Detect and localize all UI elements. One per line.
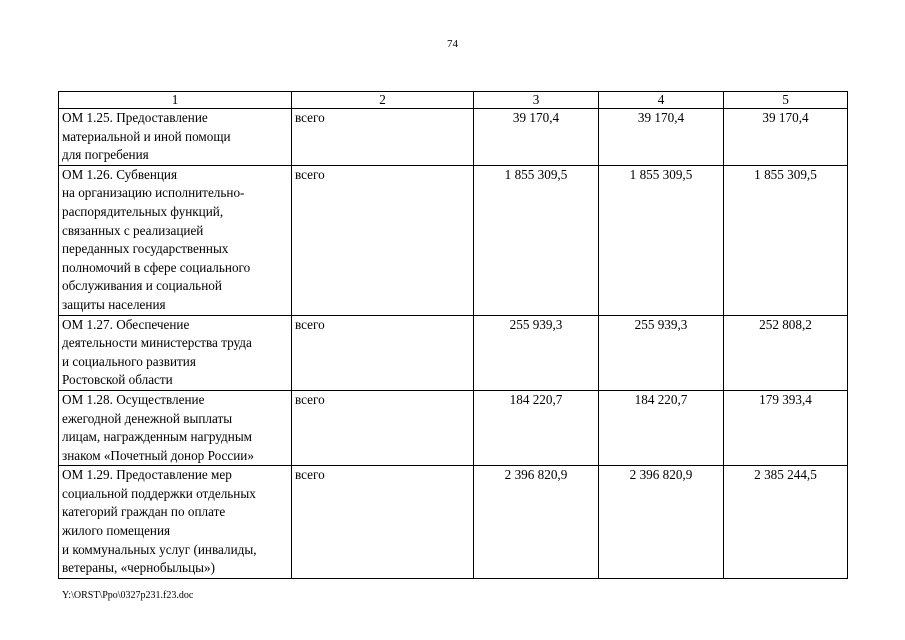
description-line: переданных государственных: [62, 241, 229, 257]
description-line: и коммунальных услуг (инвалиды,: [62, 541, 257, 557]
table-row: [59, 466, 848, 579]
amount-cell-v4: 1 855 309,5: [599, 165, 724, 315]
amount-cell-v5: 1 855 309,5: [724, 165, 848, 315]
description-line: обслуживания и социальной: [62, 278, 222, 294]
table-row: [59, 165, 848, 315]
description-line: деятельности министерства труда: [62, 335, 252, 351]
description-line: защиты населения: [62, 296, 166, 312]
column-header-4: 4: [599, 92, 724, 109]
column-header-2: 2: [292, 92, 474, 109]
description-line: распорядительных функций,: [62, 203, 224, 219]
measure-description: [59, 315, 292, 390]
column-header-3: 3: [474, 92, 599, 109]
funding-source: всего: [292, 165, 474, 315]
budget-table: [58, 91, 848, 579]
amount-cell-v4: 184 220,7: [599, 390, 724, 465]
description-line: ОМ 1.28. Осуществление: [62, 391, 205, 407]
table-body: [59, 109, 848, 579]
amount-cell-v3: 2 396 820,9: [474, 466, 599, 579]
amount-cell-v4: 2 396 820,9: [599, 466, 724, 579]
description-line: ветераны, «чернобыльцы»): [62, 560, 215, 576]
amount-cell-v3: 184 220,7: [474, 390, 599, 465]
description-line: жилого помещения: [62, 523, 171, 539]
amount-cell-v3: 39 170,4: [474, 109, 599, 166]
table-header-row: [59, 92, 848, 109]
measure-description: [59, 466, 292, 579]
description-line: Ростовской области: [62, 372, 173, 388]
description-line: знаком «Почетный донор России»: [62, 447, 254, 463]
amount-cell-v4: 39 170,4: [599, 109, 724, 166]
amount-cell-v5: 2 385 244,5: [724, 466, 848, 579]
description-line: ОМ 1.29. Предоставление мер: [62, 467, 232, 483]
description-line: ОМ 1.25. Предоставление: [62, 110, 208, 125]
funding-source: всего: [292, 315, 474, 390]
amount-cell-v5: 39 170,4: [724, 109, 848, 166]
description-line: категорий граждан по оплате: [62, 504, 226, 520]
description-line: связанных с реализацией: [62, 222, 204, 238]
table-row: [59, 109, 848, 166]
description-line: на организацию исполнительно-: [62, 185, 245, 201]
table-row: [59, 315, 848, 390]
measure-description: [59, 109, 292, 166]
amount-cell-v3: 1 855 309,5: [474, 165, 599, 315]
description-line: полномочий в сфере социального: [62, 259, 251, 275]
measure-description: [59, 165, 292, 315]
table-row: [59, 390, 848, 465]
file-path-footer: Y:\ORST\Ppo\0327p231.f23.doc: [62, 590, 194, 601]
page-number: 74: [447, 38, 458, 50]
column-header-5: 5: [724, 92, 848, 109]
measure-description: [59, 390, 292, 465]
description-line: и социального развития: [62, 353, 196, 369]
funding-source: всего: [292, 390, 474, 465]
amount-cell-v5: 252 808,2: [724, 315, 848, 390]
description-line: ОМ 1.26. Субвенция: [62, 166, 178, 182]
description-line: для погребения: [62, 147, 149, 163]
funding-source: всего: [292, 466, 474, 579]
description-line: ОМ 1.27. Обеспечение: [62, 316, 190, 332]
amount-cell-v5: 179 393,4: [724, 390, 848, 465]
description-line: материальной и иной помощи: [62, 128, 231, 144]
funding-source: всего: [292, 109, 474, 166]
column-header-1: 1: [59, 92, 292, 109]
description-line: социальной поддержки отдельных: [62, 485, 256, 501]
amount-cell-v3: 255 939,3: [474, 315, 599, 390]
description-line: лицам, награжденным нагрудным: [62, 429, 253, 445]
amount-cell-v4: 255 939,3: [599, 315, 724, 390]
description-line: ежегодной денежной выплаты: [62, 410, 233, 426]
